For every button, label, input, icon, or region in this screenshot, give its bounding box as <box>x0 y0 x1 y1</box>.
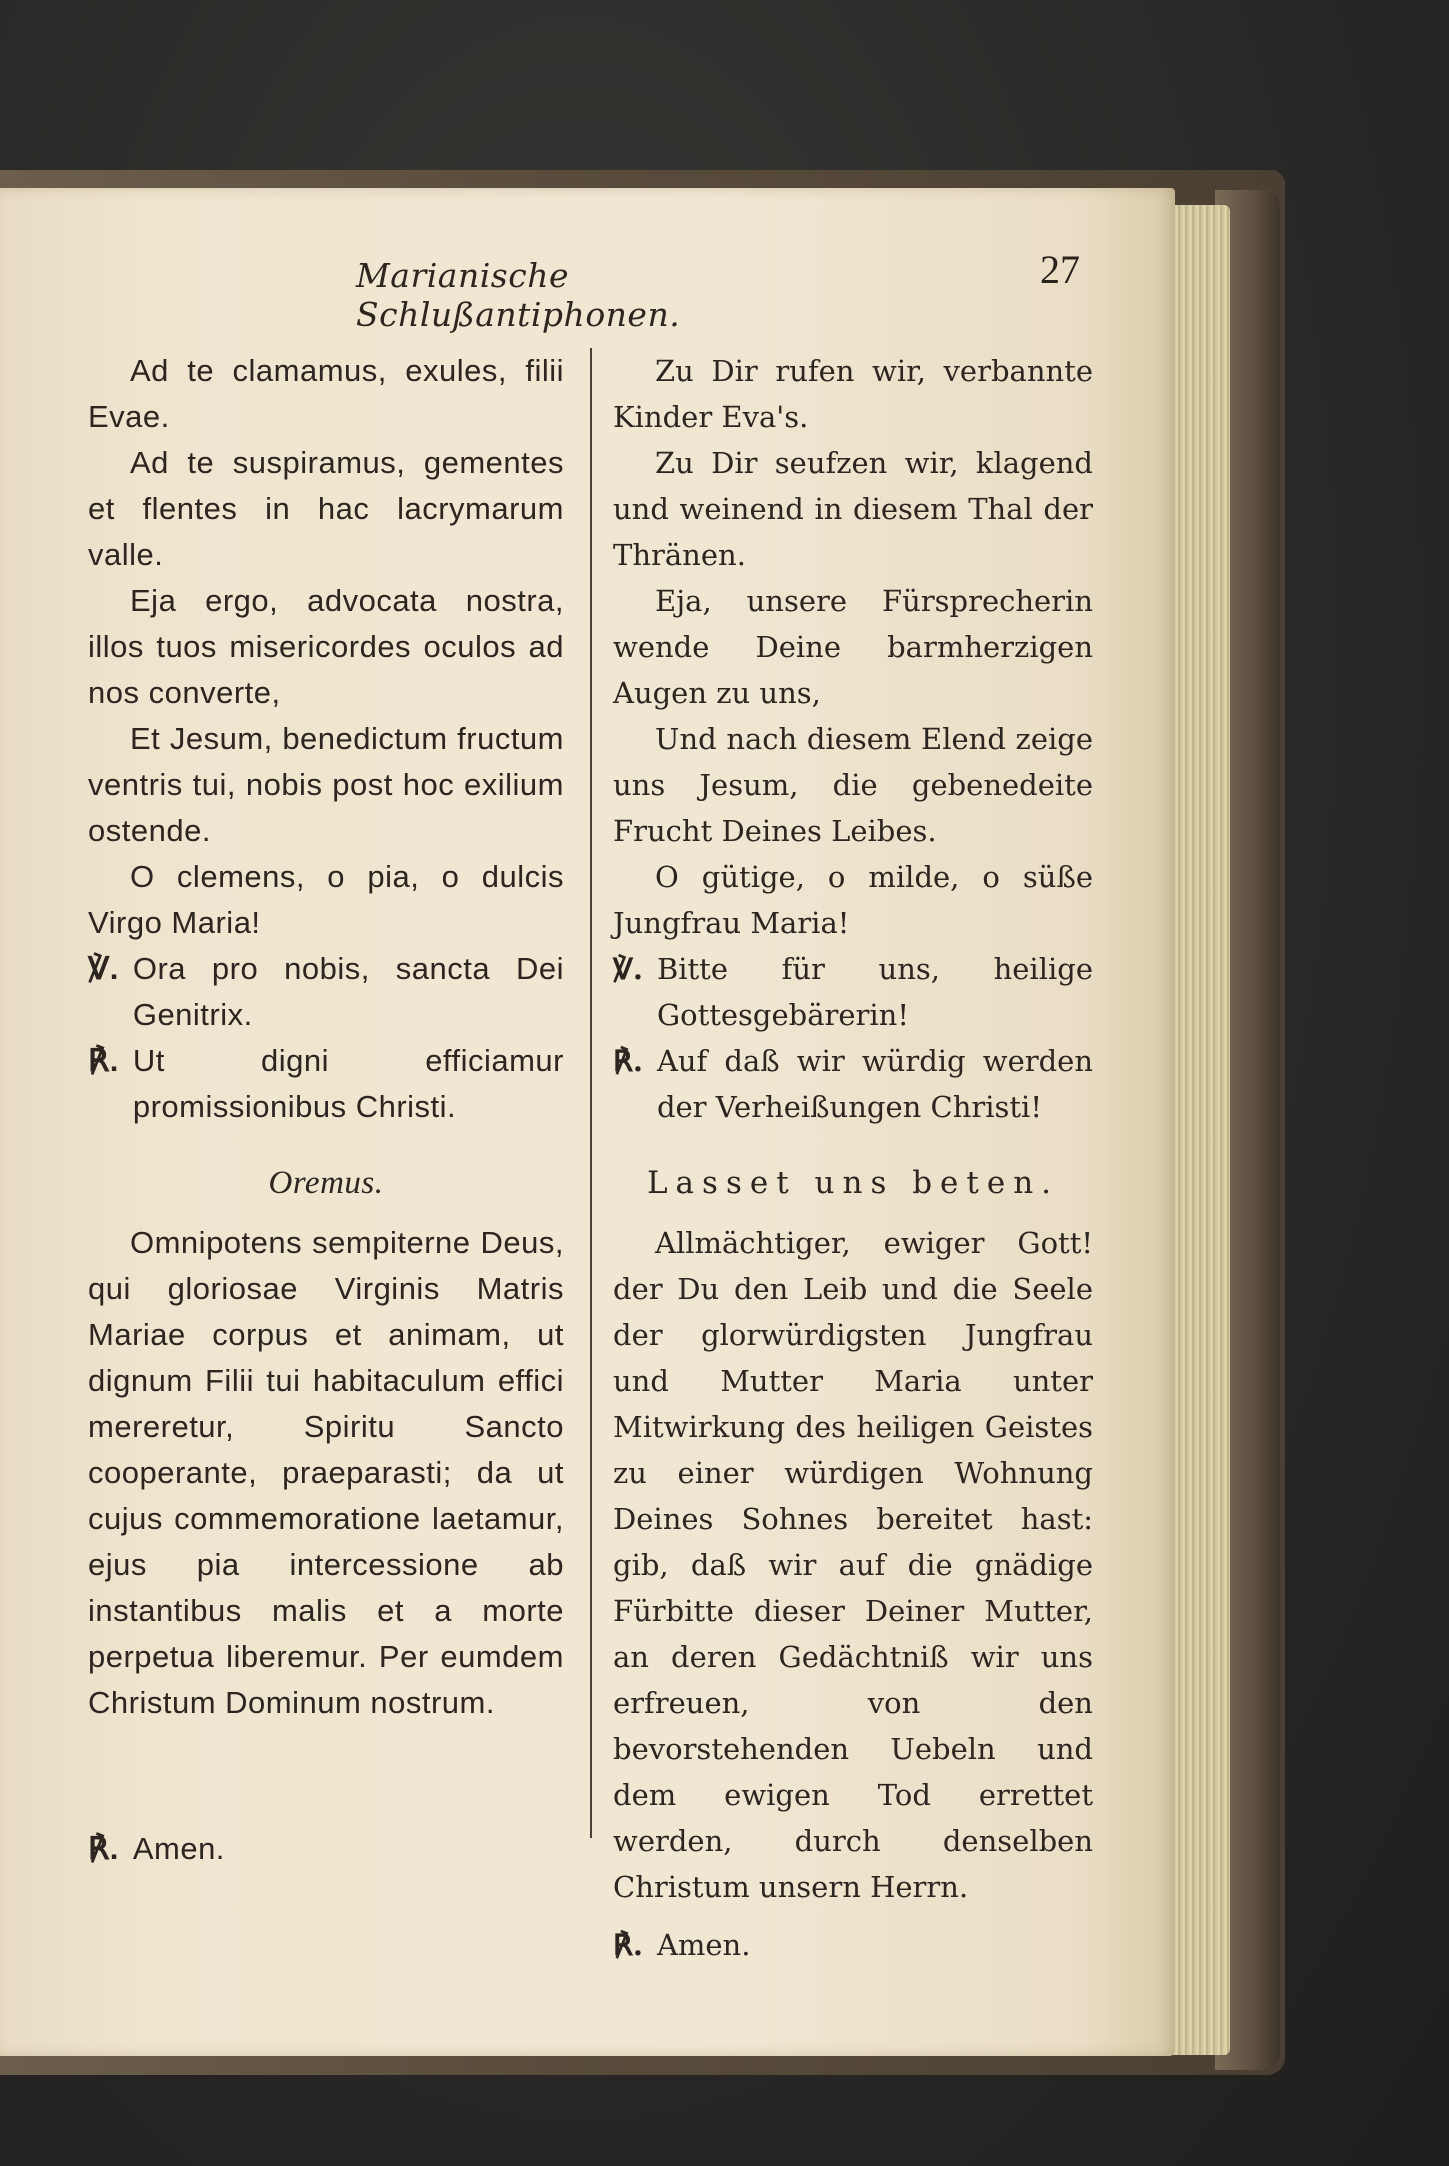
versicle-symbol: ℣. <box>88 951 119 986</box>
latin-versicle <box>88 946 564 1038</box>
response-symbol: ℟. <box>613 1044 643 1078</box>
german-prayer-heading: Lasset uns beten. <box>646 1165 1060 1201</box>
versicle-text: Bitte für uns, heilige Gottesgebärerin! <box>656 952 1093 1032</box>
german-paragraph: O gütige, o milde, o süße Jungfrau Maria! <box>613 860 1093 940</box>
book-page <box>0 188 1175 2056</box>
latin-response <box>88 1038 564 1130</box>
response-symbol: ℟. <box>88 1831 119 1866</box>
latin-paragraph: Et Jesum, benedictum fructum ventris tui, nobis post hoc exilium ostende. <box>88 721 564 848</box>
running-title: Marianische Schlußantiphonen. <box>356 256 681 334</box>
latin-paragraph: O clemens, o pia, o dulcis Virgo Maria! <box>88 859 564 940</box>
latin-paragraph: Ad te suspiramus, gementes et flentes in hac lacrymarum valle. <box>88 445 564 572</box>
german-paragraph: Eja, unsere Fürsprecherin wende Deine barmherzigen Augen zu uns, <box>613 584 1093 710</box>
latin-paragraph: Eja ergo, advocata nostra, illos tuos misericordes oculos ad nos converte, <box>88 583 564 710</box>
german-paragraph: Zu Dir seufzen wir, klagend und weinend in diesem Thal der Thränen. <box>613 446 1093 572</box>
german-column <box>613 348 1093 1968</box>
latin-paragraph: Ad te clamamus, exules, filii Evae. <box>88 353 564 434</box>
response-text: Auf daß wir würdig werden der Verheißungen Christi! <box>656 1044 1093 1124</box>
german-amen <box>613 1922 1093 1968</box>
page-number: 27 <box>1040 247 1080 292</box>
german-prayer: Allmächtiger, ewiger Gott! der Du den Leib und die Seele der glorwürdigsten Jungfrau und Mutter Maria unter Mitwirkung des heiligen Geistes zu einer würdigen Wohnung Deines Sohnes bereitet hast: gib, daß wir auf die gnädige Fürbitte dieser Deiner Mutter, an deren Gedächtniß wir uns erfreuen, von den bevorstehenden Uebeln und dem ewigen Tod errettet werden, durch denselben Christum unsern Herrn. <box>613 1226 1093 1904</box>
column-divider <box>590 348 592 1838</box>
german-response <box>613 1038 1093 1130</box>
response-symbol: ℟. <box>88 1043 119 1078</box>
latin-prayer-heading: Oremus. <box>268 1165 384 1201</box>
amen-text: Amen. <box>656 1928 751 1962</box>
latin-amen <box>88 1826 564 1872</box>
response-text: Ut digni efficiamur promissionibus Christi. <box>132 1043 564 1124</box>
german-paragraph: Und nach diesem Elend zeige uns Jesum, die gebenedeite Frucht Deines Leibes. <box>613 722 1093 848</box>
response-symbol: ℟. <box>613 1928 643 1962</box>
amen-text: Amen. <box>132 1831 225 1866</box>
versicle-text: Ora pro nobis, sancta Dei Genitrix. <box>132 951 564 1032</box>
latin-prayer: Omnipotens sempiterne Deus, qui gloriosae Virginis Matris Mariae corpus et animam, ut dignum Filii tui habitaculum effici mereretur, Spiritu Sancto cooperante, praeparasti; da ut cujus commemoratione laetamur, ejus pia intercessione ab instantibus malis et a morte perpetua liberemur. Per eumdem Christum Dominum nostrum. <box>88 1225 564 1720</box>
german-paragraph: Zu Dir rufen wir, verbannte Kinder Eva's. <box>613 354 1093 434</box>
latin-column <box>88 348 564 1872</box>
german-versicle <box>613 946 1093 1038</box>
versicle-symbol: ℣. <box>613 952 643 986</box>
